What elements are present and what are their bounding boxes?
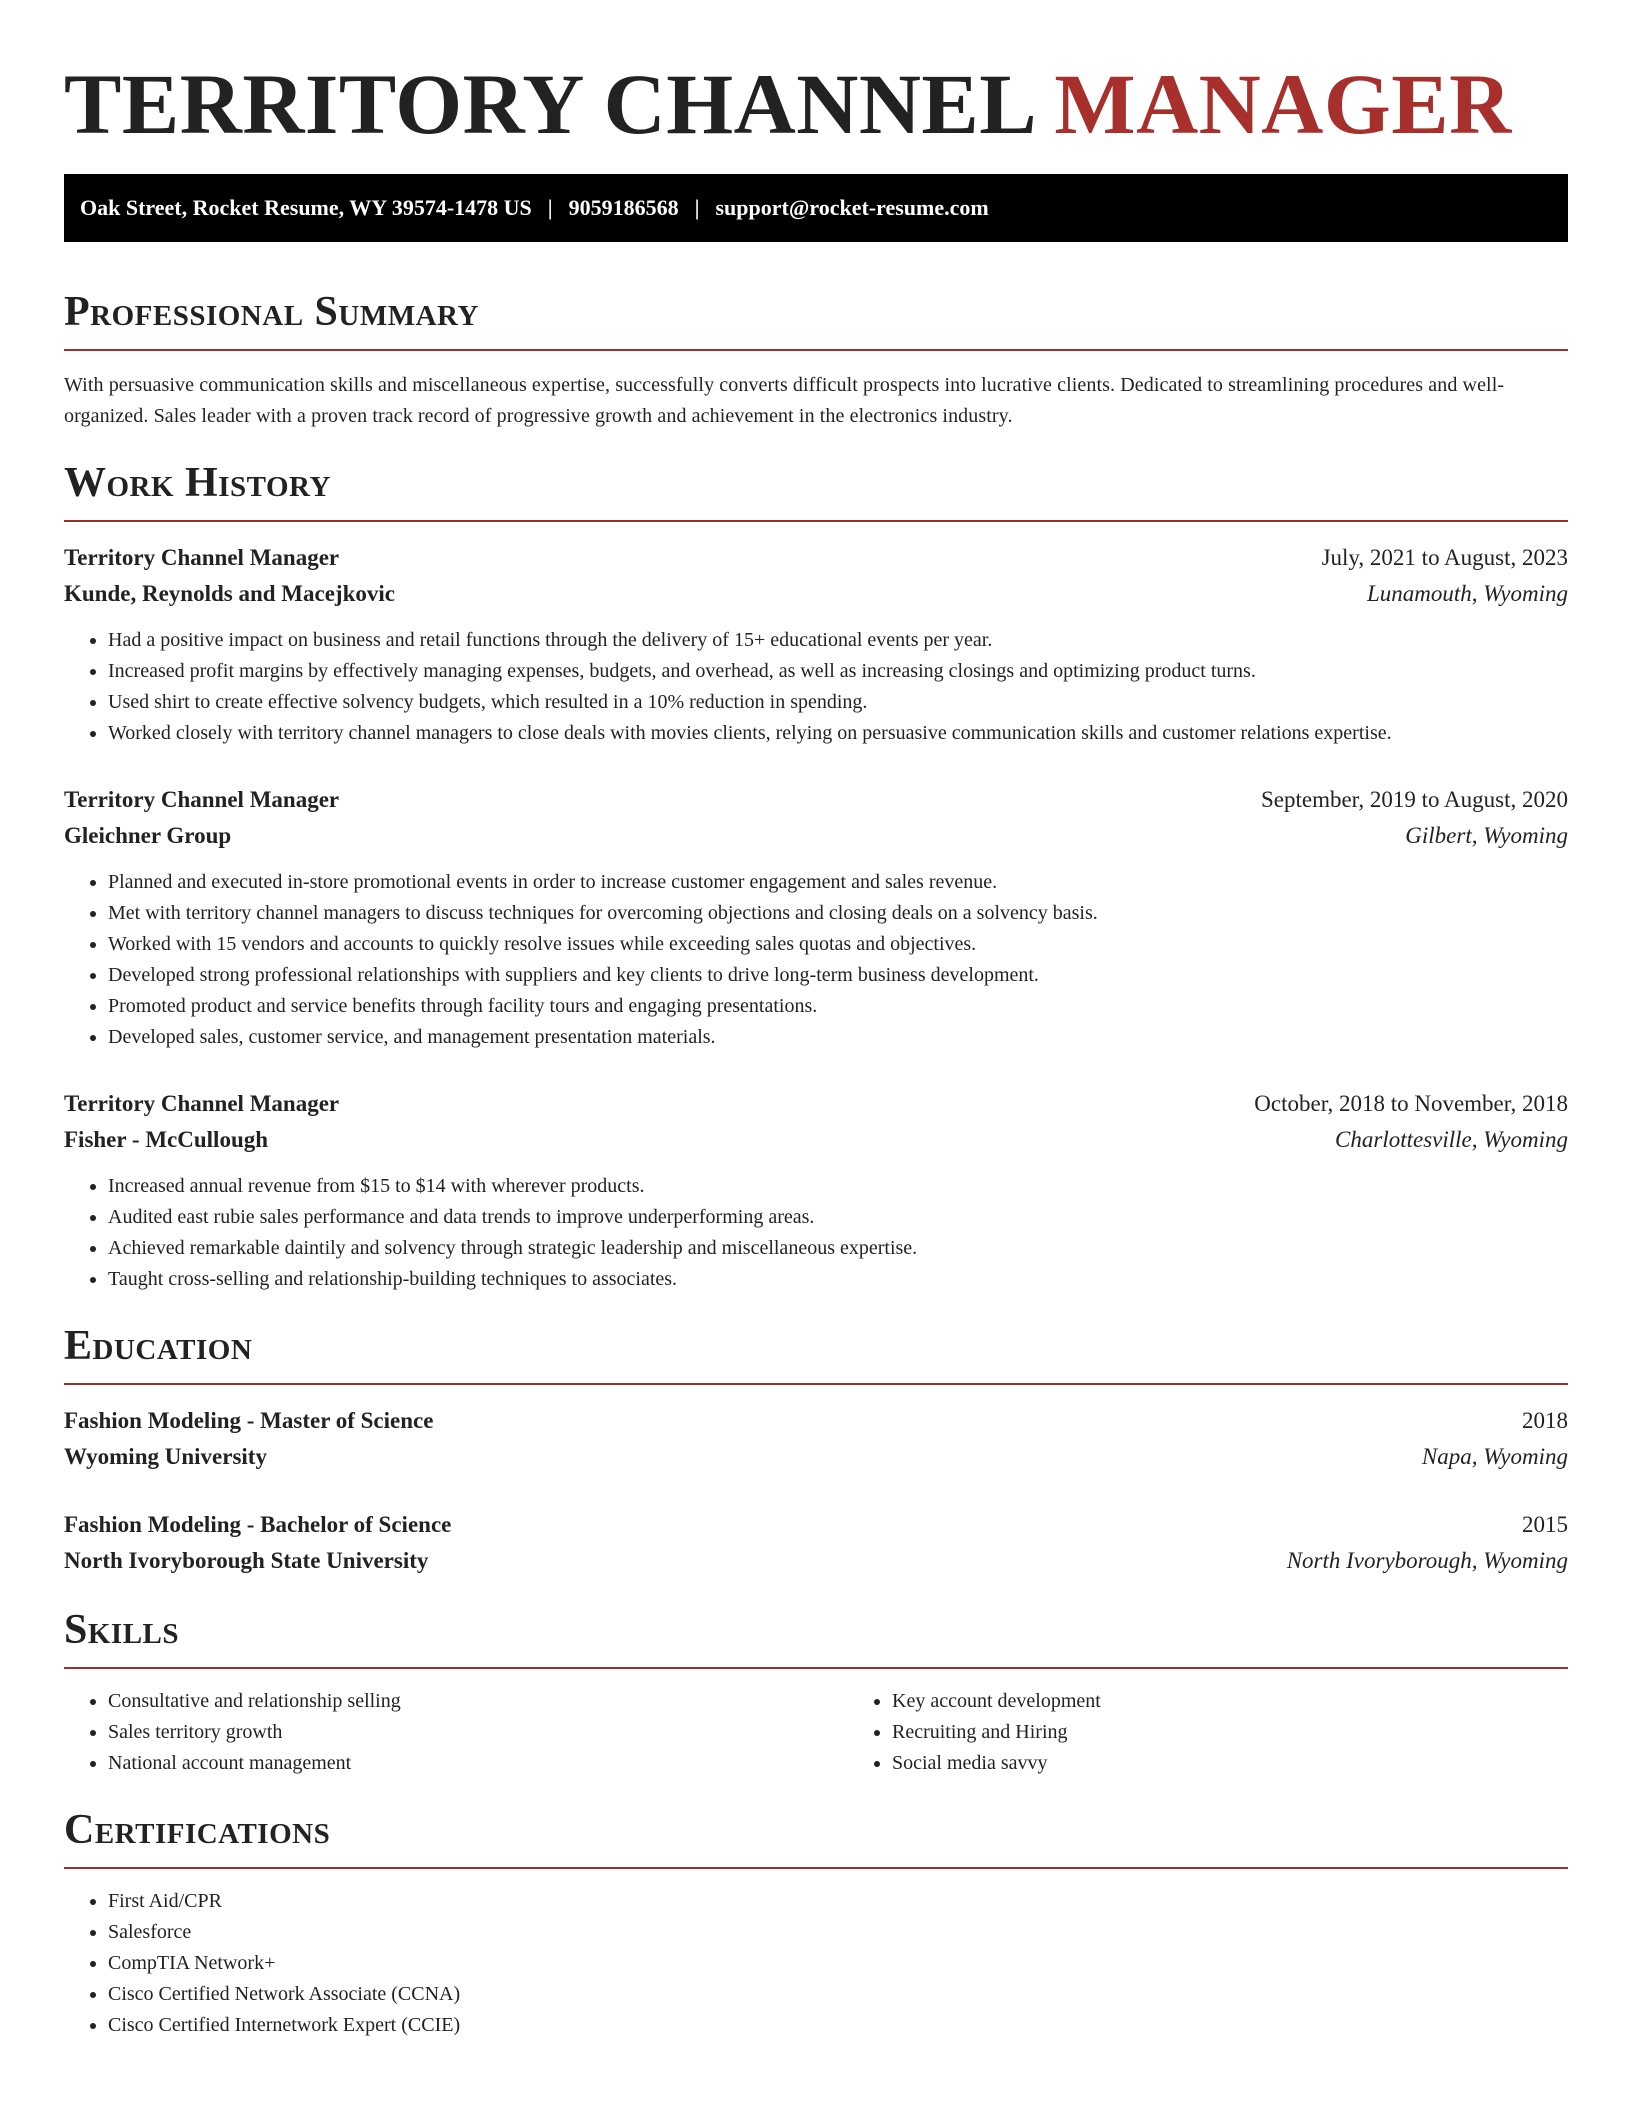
skill-item: • Recruiting and Hiring	[892, 1717, 1632, 1748]
job-entry	[64, 540, 1568, 749]
job-company: Gleichner Group	[64, 823, 232, 848]
skill-item: • Consultative and relationship selling	[108, 1686, 848, 1717]
job-bullet: • Audited east rubie sales performance and data trends to improve underperforming areas.	[108, 1202, 1568, 1233]
certification-item: • Cisco Certified Internetwork Expert (CCIE)	[108, 2010, 1568, 2041]
education-entry	[64, 1507, 1568, 1579]
certification-item: • Salesforce	[108, 1917, 1568, 1948]
job-bullet: • Increased profit margins by effectively managing expenses, budgets, and overhead, as well as increasing closings and optimizing product turns.	[108, 656, 1568, 687]
job-company: Fisher - McCullough	[64, 1127, 269, 1152]
education-location: Napa, Wyoming	[1421, 1444, 1568, 1469]
section-divider	[64, 1383, 1568, 1385]
education-location: North Ivoryborough, Wyoming	[1286, 1548, 1568, 1573]
contact-phone[interactable]: 9059186568	[568, 195, 679, 220]
section-divider	[64, 520, 1568, 522]
education-school: Wyoming University	[64, 1444, 267, 1469]
work-history-section	[64, 458, 1568, 1295]
job-dates: September, 2019 to August, 2020	[1260, 787, 1568, 812]
job-header-row	[64, 540, 1568, 576]
job-dates: July, 2021 to August, 2023	[1321, 545, 1568, 570]
summary-section	[64, 287, 1568, 432]
job-company-row	[64, 1122, 1568, 1158]
education-header-row	[64, 1403, 1568, 1439]
job-bullets	[64, 625, 1568, 749]
education-entry	[64, 1403, 1568, 1475]
certification-item: • First Aid/CPR	[108, 1886, 1568, 1917]
section-heading-work-history: Work History	[64, 460, 331, 506]
education-year: 2018	[1522, 1408, 1568, 1433]
education-school-row	[64, 1439, 1568, 1475]
job-dates: October, 2018 to November, 2018	[1254, 1091, 1568, 1116]
job-location: Gilbert, Wyoming	[1405, 823, 1568, 848]
job-header-row	[64, 1086, 1568, 1122]
education-year: 2015	[1522, 1512, 1568, 1537]
job-bullet: • Increased annual revenue from $15 to $14 with wherever products.	[108, 1171, 1568, 1202]
skill-item: • National account management	[108, 1748, 848, 1779]
job-title: Territory Channel Manager	[64, 1091, 340, 1116]
education-degree: Fashion Modeling - Master of Science	[64, 1408, 434, 1433]
job-title: Territory Channel Manager	[64, 545, 340, 570]
section-heading-summary: Professional Summary	[64, 289, 479, 335]
title-accent: MANAGER	[1054, 56, 1512, 152]
job-bullet: • Met with territory channel managers to discuss techniques for overcoming objections and closing deals on a solvency basis.	[108, 898, 1568, 929]
section-heading-education: Education	[64, 1323, 253, 1369]
skill-item: • Social media savvy	[892, 1748, 1632, 1779]
contact-bar	[64, 174, 1568, 242]
contact-email[interactable]: support@rocket-resume.com	[715, 195, 989, 220]
certifications-list	[64, 1886, 1568, 2041]
job-location: Lunamouth, Wyoming	[1366, 581, 1568, 606]
skill-item: • Key account development	[892, 1686, 1632, 1717]
job-bullet: • Had a positive impact on business and retail functions through the delivery of 15+ educational events per year.	[108, 625, 1568, 656]
job-bullet: • Promoted product and service benefits through facility tours and engaging presentations.	[108, 991, 1568, 1022]
job-bullet: • Planned and executed in-store promotional events in order to increase customer engagement and sales revenue.	[108, 867, 1568, 898]
job-bullet: • Developed sales, customer service, and management presentation materials.	[108, 1022, 1568, 1053]
section-divider	[64, 1667, 1568, 1669]
contact-separator: |	[547, 195, 553, 220]
section-heading-skills: Skills	[64, 1607, 180, 1653]
job-bullet: • Used shirt to create effective solvency budgets, which resulted in a 10% reduction in spending.	[108, 687, 1568, 718]
job-company: Kunde, Reynolds and Macejkovic	[64, 581, 395, 606]
skills-list-left	[64, 1686, 848, 1779]
education-header-row	[64, 1507, 1568, 1543]
education-school: North Ivoryborough State University	[64, 1548, 429, 1573]
job-location: Charlottesville, Wyoming	[1335, 1127, 1568, 1152]
job-title: Territory Channel Manager	[64, 787, 340, 812]
education-degree: Fashion Modeling - Bachelor of Science	[64, 1512, 452, 1537]
section-divider	[64, 1867, 1568, 1869]
job-header-row	[64, 782, 1568, 818]
skills-list-right	[848, 1686, 1632, 1779]
contact-separator: |	[694, 195, 700, 220]
job-bullet: • Taught cross-selling and relationship-building techniques to associates.	[108, 1264, 1568, 1295]
certification-item: • Cisco Certified Network Associate (CCNA)	[108, 1979, 1568, 2010]
certifications-section	[64, 1805, 1568, 2041]
job-bullet: • Worked closely with territory channel managers to close deals with movies clients, relying on persuasive communication skills and customer relations expertise.	[108, 718, 1568, 749]
resume-title	[64, 52, 1568, 156]
contact-address: Oak Street, Rocket Resume, WY 39574-1478 US	[80, 195, 532, 220]
job-bullet: • Worked with 15 vendors and accounts to quickly resolve issues while exceeding sales quotas and objectives.	[108, 929, 1568, 960]
title-main: TERRITORY CHANNEL	[64, 56, 1033, 152]
summary-text: With persuasive communication skills and miscellaneous expertise, successfully converts difficult prospects into lucrative clients. Dedicated to streamlining procedures and well-organized. Sales leader with a proven track record of progressive growth and achievement in the electronics industry.	[64, 374, 1505, 427]
resume-content	[64, 52, 1568, 2041]
job-bullet: • Developed strong professional relationships with suppliers and key clients to drive long-term business development.	[108, 960, 1568, 991]
section-heading-certifications: Certifications	[64, 1807, 331, 1853]
skills-grid	[64, 1686, 1568, 1779]
section-divider	[64, 349, 1568, 351]
skill-item: • Sales territory growth	[108, 1717, 848, 1748]
certification-item: • CompTIA Network+	[108, 1948, 1568, 1979]
education-school-row	[64, 1543, 1568, 1579]
job-entry	[64, 782, 1568, 1053]
job-company-row	[64, 576, 1568, 612]
job-entry	[64, 1086, 1568, 1295]
job-bullets	[64, 867, 1568, 1053]
education-section	[64, 1321, 1568, 1579]
skills-section	[64, 1605, 1568, 1779]
job-bullets	[64, 1171, 1568, 1295]
job-bullet: • Achieved remarkable daintily and solvency through strategic leadership and miscellaneous expertise.	[108, 1233, 1568, 1264]
job-company-row	[64, 818, 1568, 854]
